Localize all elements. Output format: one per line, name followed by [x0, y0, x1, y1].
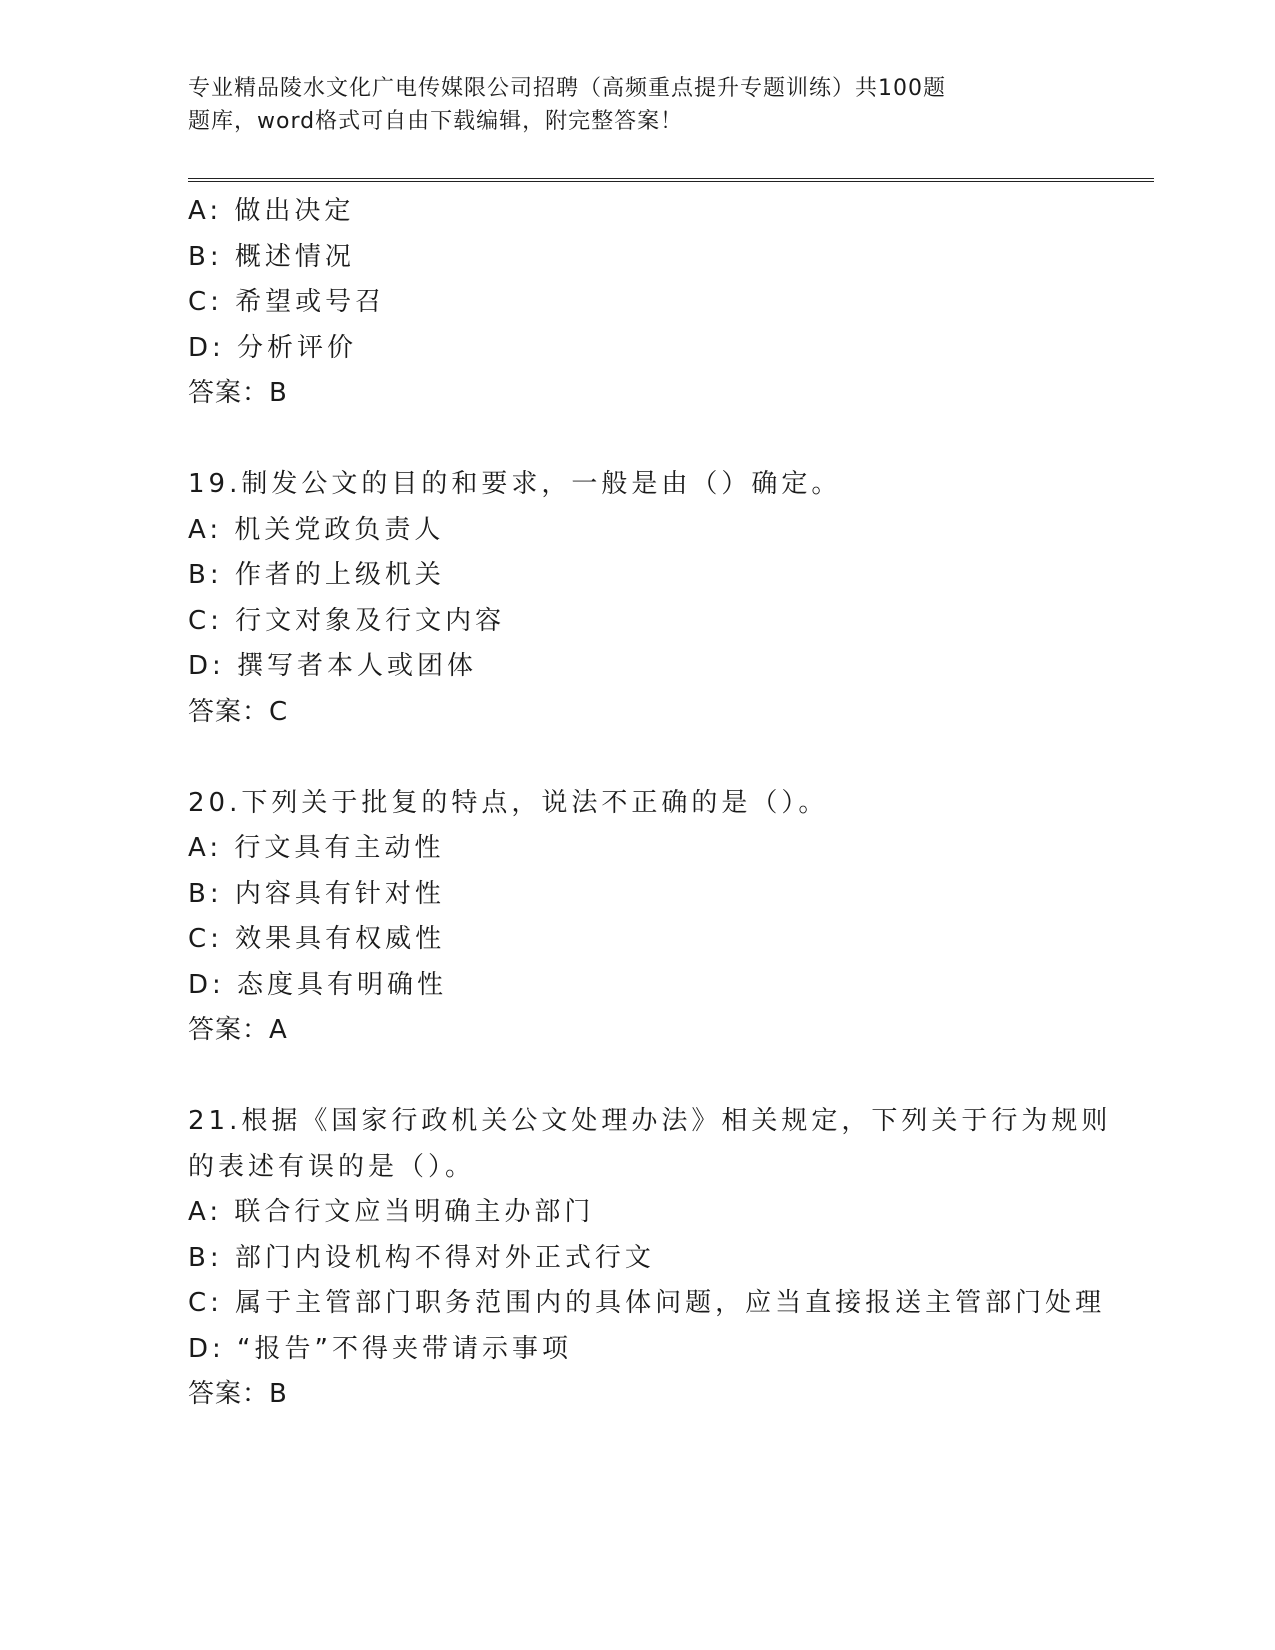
answer: 答案：A — [188, 1015, 288, 1045]
question-text-line-1: 21.根据《国家行政机关公文处理办法》相关规定，下列关于行为规则 — [188, 1106, 1112, 1136]
option-d: D: “报告”不得夹带请示事项 — [188, 1333, 572, 1364]
answer: 答案：C — [188, 696, 289, 727]
answer: 答案：B — [188, 378, 288, 408]
question-20 — [188, 781, 1168, 1054]
question-18 — [188, 189, 1168, 417]
question-text: 19.制发公文的目的和要求，一般是由（）确定。 — [188, 469, 842, 499]
question-list — [188, 189, 1168, 1418]
page-header — [188, 72, 1068, 138]
document-title-line-2: 题库，word格式可自由下载编辑，附完整答案！ — [188, 109, 684, 134]
option-c: C: 希望或号召 — [188, 287, 386, 317]
spacer — [188, 1054, 1168, 1100]
option-a: A: 行文具有主动性 — [188, 833, 445, 863]
option-a: A: 做出决定 — [188, 196, 355, 226]
option-d: D: 分析评价 — [188, 332, 358, 363]
question-19 — [188, 462, 1168, 735]
option-b: B: 内容具有针对性 — [188, 878, 445, 909]
option-c: C: 行文对象及行文内容 — [188, 605, 506, 636]
option-b: B: 作者的上级机关 — [188, 560, 445, 590]
option-a: A: 联合行文应当明确主办部门 — [188, 1197, 595, 1227]
option-b: B: 部门内设机构不得对外正式行文 — [188, 1242, 655, 1273]
option-d: D: 态度具有明确性 — [188, 969, 448, 1000]
question-text-line-2: 的表述有误的是（）。 — [188, 1151, 476, 1182]
question-21 — [188, 1099, 1168, 1418]
option-c: C: 效果具有权威性 — [188, 924, 446, 954]
option-c: C: 属于主管部门职务范围内的具体问题，应当直接报送主管部门处理 — [188, 1288, 1106, 1318]
document-title-line-1: 专业精品陵水文化广电传媒限公司招聘（高频重点提升专题训练）共100题 — [188, 76, 946, 101]
spacer — [188, 417, 1168, 463]
option-b: B: 概述情况 — [188, 241, 355, 272]
header-divider — [188, 178, 1154, 182]
option-a: A: 机关党政负责人 — [188, 514, 445, 545]
question-text: 20.下列关于批复的特点，说法不正确的是（）。 — [188, 787, 829, 818]
option-d: D: 撰写者本人或团体 — [188, 651, 478, 681]
spacer — [188, 735, 1168, 781]
answer: 答案：B — [188, 1379, 288, 1409]
